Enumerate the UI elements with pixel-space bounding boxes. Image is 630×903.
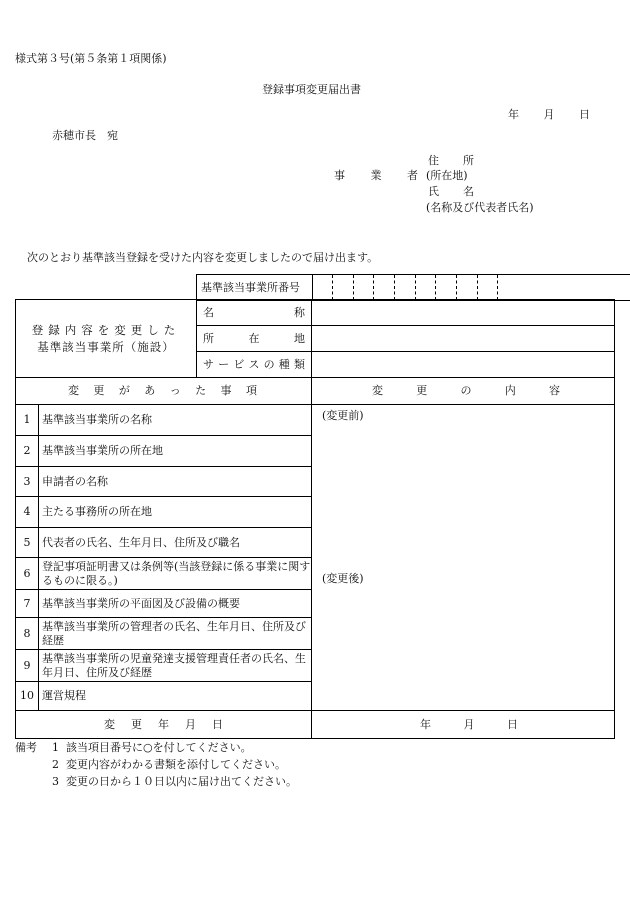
- office-number-label: 基準該当事業所番号: [197, 275, 313, 301]
- applicant-name-label: 氏 名: [428, 185, 474, 198]
- item-text: 主たる事務所の所在地: [39, 497, 312, 528]
- applicant-address-sub: (所在地): [426, 169, 468, 182]
- applicant-label: 事 業 者: [334, 169, 418, 182]
- item-text: 基準該当事業所の平面図及び設備の概要: [39, 590, 312, 618]
- item-number: 2: [16, 436, 39, 467]
- item-number: 1: [16, 405, 39, 436]
- change-content-header: 変 更 の 内 容: [312, 378, 615, 405]
- after-change-label: (変更後): [322, 571, 364, 585]
- item-text: 運営規程: [39, 682, 312, 711]
- office-number-digit[interactable]: [374, 275, 395, 301]
- before-change-area[interactable]: [312, 405, 615, 558]
- facility-location-label: 所 在 地: [197, 326, 312, 352]
- office-number-digit[interactable]: [436, 275, 457, 301]
- item-number: 3: [16, 467, 39, 497]
- before-change-label: (変更前): [322, 409, 364, 422]
- date-year: 年: [508, 108, 519, 121]
- office-number-digit[interactable]: [478, 275, 498, 301]
- change-date-label: 変 更 年 月 日: [16, 711, 312, 739]
- item-number: 6: [16, 558, 39, 590]
- item-text: 登記事項証明書又は条例等(当該登録に係る事業に関するものに限る。): [39, 558, 312, 590]
- date-month: 月: [543, 108, 555, 121]
- item-text: 基準該当事業所の所在地: [39, 436, 312, 467]
- after-change-area[interactable]: [312, 558, 615, 711]
- office-number-digit[interactable]: [395, 275, 416, 301]
- item-text: 基準該当事業所の管理者の氏名、生年月日、住所及び経歴: [39, 618, 312, 650]
- note-item: 1 該当項目番号に○を付してください。: [52, 741, 252, 754]
- intro-text: 次のとおり基準該当登録を受けた内容を変更しましたので届け出ます。: [27, 251, 379, 264]
- form-number: 様式第３号(第５条第１項関係): [15, 52, 167, 65]
- facility-heading-line1: 登録内容を変更した: [31, 322, 181, 337]
- office-number-digit[interactable]: [313, 275, 333, 301]
- item-text: 基準該当事業所の名称: [39, 405, 312, 436]
- office-number-digit[interactable]: [498, 275, 630, 301]
- facility-name-field[interactable]: [312, 300, 615, 326]
- main-form-table: [15, 299, 615, 739]
- item-number: 8: [16, 618, 39, 650]
- applicant-address-label: 住 所: [428, 154, 474, 167]
- change-items-header: 変 更 が あ っ た 事 項: [16, 378, 312, 405]
- note-item: 3 変更の日から１０日以内に届け出てください。: [52, 775, 297, 788]
- office-number-digit[interactable]: [416, 275, 436, 301]
- notes-label: 備考: [15, 741, 37, 754]
- date-day: 日: [579, 108, 590, 121]
- item-text: 基準該当事業所の児童発達支援管理責任者の氏名、生年月日、住所及び経歴: [39, 650, 312, 682]
- facility-name-label: 名 称: [197, 300, 312, 326]
- office-number-digit[interactable]: [354, 275, 374, 301]
- item-text: 申請者の名称: [39, 467, 312, 497]
- form-title: 登録事項変更届出書: [262, 83, 361, 96]
- item-number: 4: [16, 497, 39, 528]
- item-number: 5: [16, 528, 39, 558]
- facility-heading: [16, 300, 197, 378]
- facility-service-field[interactable]: [312, 352, 615, 378]
- item-number: 7: [16, 590, 39, 618]
- change-date-field[interactable]: 年 月 日: [312, 711, 615, 739]
- submission-date: [508, 108, 590, 122]
- facility-service-label: サ ー ビ ス の 種 類: [197, 352, 312, 378]
- facility-location-field[interactable]: [312, 326, 615, 352]
- item-number: 9: [16, 650, 39, 682]
- applicant-name-sub: (名称及び代表者氏名): [426, 201, 534, 214]
- item-text: 代表者の氏名、生年月日、住所及び職名: [39, 528, 312, 558]
- office-number-table: [196, 274, 630, 301]
- item-number: 10: [16, 682, 39, 711]
- office-number-digit[interactable]: [333, 275, 354, 301]
- office-number-digit[interactable]: [457, 275, 478, 301]
- facility-heading-line2: 基準該当事業所（施設）: [37, 339, 175, 354]
- note-item: 2 変更内容がわかる書類を添付してください。: [52, 758, 286, 771]
- addressee: 赤穂市長 宛: [52, 129, 118, 142]
